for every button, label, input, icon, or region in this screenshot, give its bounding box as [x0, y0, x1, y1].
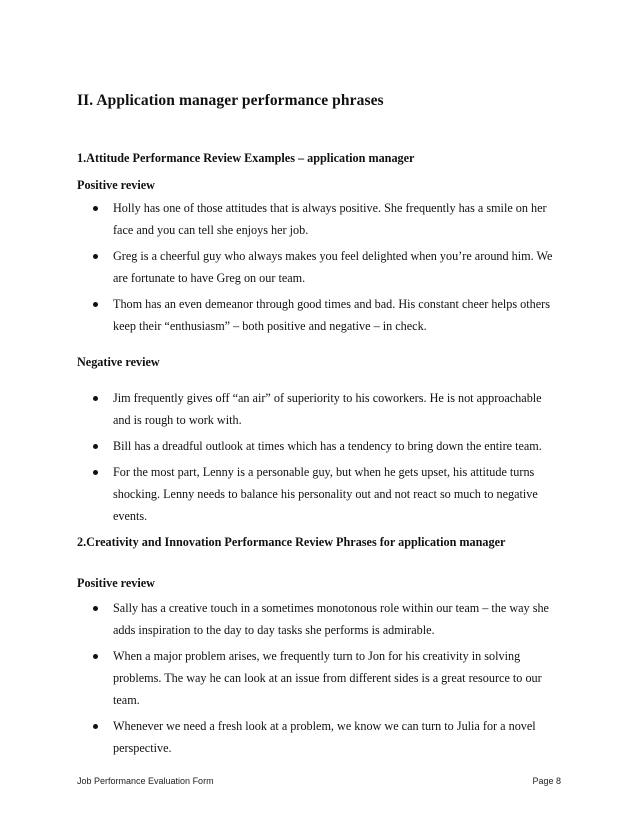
section-heading-attitude: 1.Attitude Performance Review Examples – application manager [77, 151, 415, 165]
list-item: When a major problem arises, we frequently turn to Jon for his creativity in solving problems. The way he can look at an issue from different sides is a great resource to our team. [77, 645, 562, 711]
list-item: Bill has a dreadful outlook at times which has a tendency to bring down the entire team. [77, 435, 562, 457]
list-item: For the most part, Lenny is a personable guy, but when he gets upset, his attitude turns shocking. Lenny needs to balance his personality out and not react so much to negative events. [77, 461, 562, 527]
footer-page-number: Page 8 [532, 776, 561, 786]
bullet-list-creativity-positive [77, 597, 562, 763]
bullet-list-attitude-positive [77, 197, 562, 341]
list-item: Greg is a cheerful guy who always makes you feel delighted when you’re around him. We are fortunate to have Greg on our team. [77, 245, 562, 289]
group-label-positive-review-2: Positive review [77, 576, 155, 590]
list-item: Sally has a creative touch in a sometimes monotonous role within our team – the way she adds inspiration to the day to day tasks she performs is admirable. [77, 597, 562, 641]
list-item: Whenever we need a fresh look at a problem, we know we can turn to Julia for a novel perspective. [77, 715, 562, 759]
group-label-negative-review: Negative review [77, 355, 160, 369]
list-item: Thom has an even demeanor through good times and bad. His constant cheer helps others keep their “enthusiasm” – both positive and negative – in check. [77, 293, 562, 337]
footer-form-name: Job Performance Evaluation Form [77, 776, 214, 786]
bullet-list-attitude-negative [77, 387, 562, 531]
list-item: Jim frequently gives off “an air” of superiority to his coworkers. He is not approachable and is rough to work with. [77, 387, 562, 431]
page-title: II. Application manager performance phrases [77, 92, 384, 109]
section-heading-creativity: 2.Creativity and Innovation Performance Review Phrases for application manager [77, 535, 506, 549]
list-item: Holly has one of those attitudes that is always positive. She frequently has a smile on her face and you can tell she enjoys her job. [77, 197, 562, 241]
group-label-positive-review: Positive review [77, 178, 155, 192]
